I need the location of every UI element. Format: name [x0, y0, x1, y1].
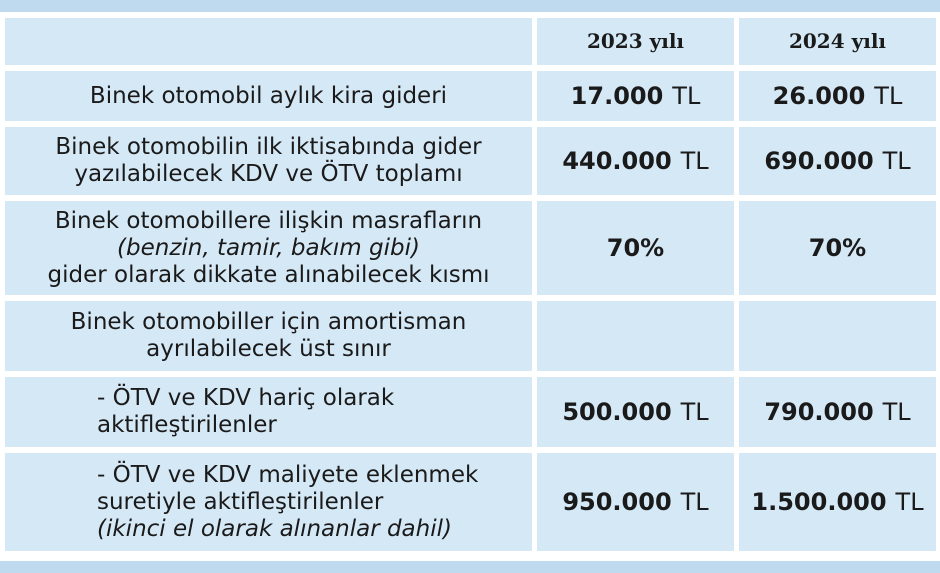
- value-2023: 950.000 TL: [537, 453, 734, 551]
- value-2023: 500.000 TL: [537, 377, 734, 447]
- value-2024: 790.000 TL: [739, 377, 936, 447]
- row-label: Binek otomobilin ilk iktisabında gider yazılabilecek KDV ve ÖTV toplamı: [5, 127, 532, 195]
- row-label: Binek otomobiller için amortisman ayrılabilecek üst sınır: [5, 301, 532, 371]
- empty-value-2023: [537, 301, 734, 371]
- value-2024: 70%: [739, 201, 936, 295]
- bottom-band: [0, 561, 940, 573]
- top-band: [0, 0, 940, 12]
- header-2023: 2023 yılı: [537, 18, 734, 65]
- comparison-table: [5, 18, 936, 551]
- row-label: Binek otomobil aylık kira gideri: [5, 71, 532, 121]
- value-2023: 17.000 TL: [537, 71, 734, 121]
- value-2024: 690.000 TL: [739, 127, 936, 195]
- value-2023: 70%: [537, 201, 734, 295]
- value-2024: 26.000 TL: [739, 71, 936, 121]
- row-label: - ÖTV ve KDV hariç olarak aktifleştirilenler: [5, 377, 532, 447]
- value-2024: 1.500.000 TL: [739, 453, 936, 551]
- header-empty-cell: [5, 18, 532, 65]
- row-label: - ÖTV ve KDV maliyete eklenmek suretiyle aktifleştirilenler (ikinci el olarak alınanlar dahil): [5, 453, 532, 551]
- header-2024: 2024 yılı: [739, 18, 936, 65]
- empty-value-2024: [739, 301, 936, 371]
- row-label: Binek otomobillere ilişkin masrafların (benzin, tamir, bakım gibi) gider olarak dikkate alınabilecek kısmı: [5, 201, 532, 295]
- value-2023: 440.000 TL: [537, 127, 734, 195]
